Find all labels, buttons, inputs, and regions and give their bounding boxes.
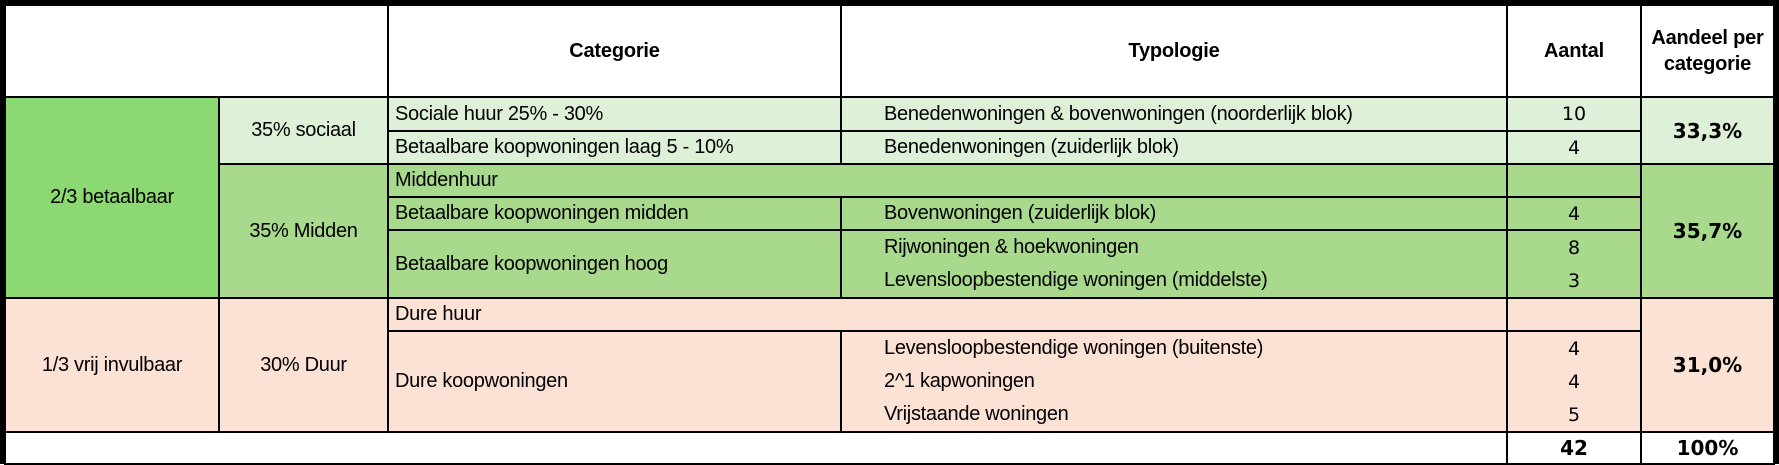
typologie-cell-koop-hoog-group (841, 230, 1507, 298)
typologie-cell-koop-midden: Bovenwoningen (zuiderlijk blok) (841, 197, 1507, 230)
share-cell-duur: 31,0% (1641, 298, 1774, 432)
share-cell-midden: 35,7% (1641, 164, 1774, 298)
aantal-line-vrijstaande: 5 (1567, 403, 1581, 426)
share-cell-sociaal: 33,3% (1641, 97, 1774, 164)
categorie-cell-koop-laag: Betaalbare koopwoningen laag 5 - 10% (388, 131, 841, 164)
categorie-cell-sociale-huur: Sociale huur 25% - 30% (388, 97, 841, 131)
group-cell-betaalbaar: 2/3 betaalbaar (5, 97, 219, 298)
row-middenhuur (5, 164, 1774, 197)
totals-aantal-cell: 42 (1507, 432, 1641, 464)
group-cell-vrij-invulbaar: 1/3 vrij invulbaar (5, 298, 219, 432)
row-dure-huur (5, 298, 1774, 331)
subgroup-cell-sociaal: 35% sociaal (219, 97, 388, 164)
typologie-cell-dure-koop-group (841, 331, 1507, 432)
totals-share-cell: 100% (1641, 432, 1774, 464)
aantal-cell-middenhuur-empty (1507, 164, 1641, 197)
typologie-cell-sociale-huur: Benedenwoningen & bovenwoningen (noorderlijk blok) (841, 97, 1507, 131)
subgroup-cell-midden: 35% Midden (219, 164, 388, 298)
aantal-cell-dure-huur-empty (1507, 298, 1641, 331)
row-sociale-huur (5, 97, 1774, 131)
aantal-line-kapwoningen: 4 (1567, 370, 1581, 393)
header-aantal: Aantal (1507, 5, 1641, 97)
header-categorie: Categorie (388, 5, 841, 97)
categorie-cell-koop-midden: Betaalbare koopwoningen midden (388, 197, 841, 230)
categorie-cell-middenhuur: Middenhuur (388, 164, 1507, 197)
typologie-line-rijwoningen: Rijwoningen & hoekwoningen (884, 236, 1139, 258)
header-typologie: Typologie (841, 5, 1507, 97)
subgroup-cell-duur: 30% Duur (219, 298, 388, 432)
row-totals (5, 432, 1774, 464)
aantal-line-rijwoningen: 8 (1567, 236, 1581, 259)
typologie-line-levensloop-middelste: Levensloopbestendige woningen (middelste) (884, 269, 1268, 291)
aantal-line-levensloop-buitenste: 4 (1567, 337, 1581, 360)
aantal-cell-koop-hoog-group (1507, 230, 1641, 298)
typologie-line-levensloop-buitenste: Levensloopbestendige woningen (buitenste) (884, 337, 1264, 359)
aantal-line-levensloop-middelste: 3 (1567, 269, 1581, 292)
typologie-line-vrijstaande: Vrijstaande woningen (884, 403, 1069, 425)
aantal-cell-sociale-huur: 10 (1507, 97, 1641, 131)
categorie-cell-koop-hoog: Betaalbare koopwoningen hoog (388, 230, 841, 298)
categorie-cell-dure-koop: Dure koopwoningen (388, 331, 841, 432)
aantal-cell-koop-laag: 4 (1507, 131, 1641, 164)
typologie-line-kapwoningen: 2^1 kapwoningen (884, 370, 1035, 392)
aantal-cell-koop-midden: 4 (1507, 197, 1641, 230)
header-aandeel-per-categorie: Aandeel per categorie (1641, 5, 1774, 97)
table (4, 4, 1775, 465)
totals-blank-cell (5, 432, 1507, 464)
header-row (5, 5, 1774, 97)
typologie-cell-koop-laag: Benedenwoningen (zuiderlijk blok) (841, 131, 1507, 164)
categorie-cell-dure-huur: Dure huur (388, 298, 1507, 331)
aantal-cell-dure-koop-group (1507, 331, 1641, 432)
header-corner-cell (5, 5, 388, 97)
